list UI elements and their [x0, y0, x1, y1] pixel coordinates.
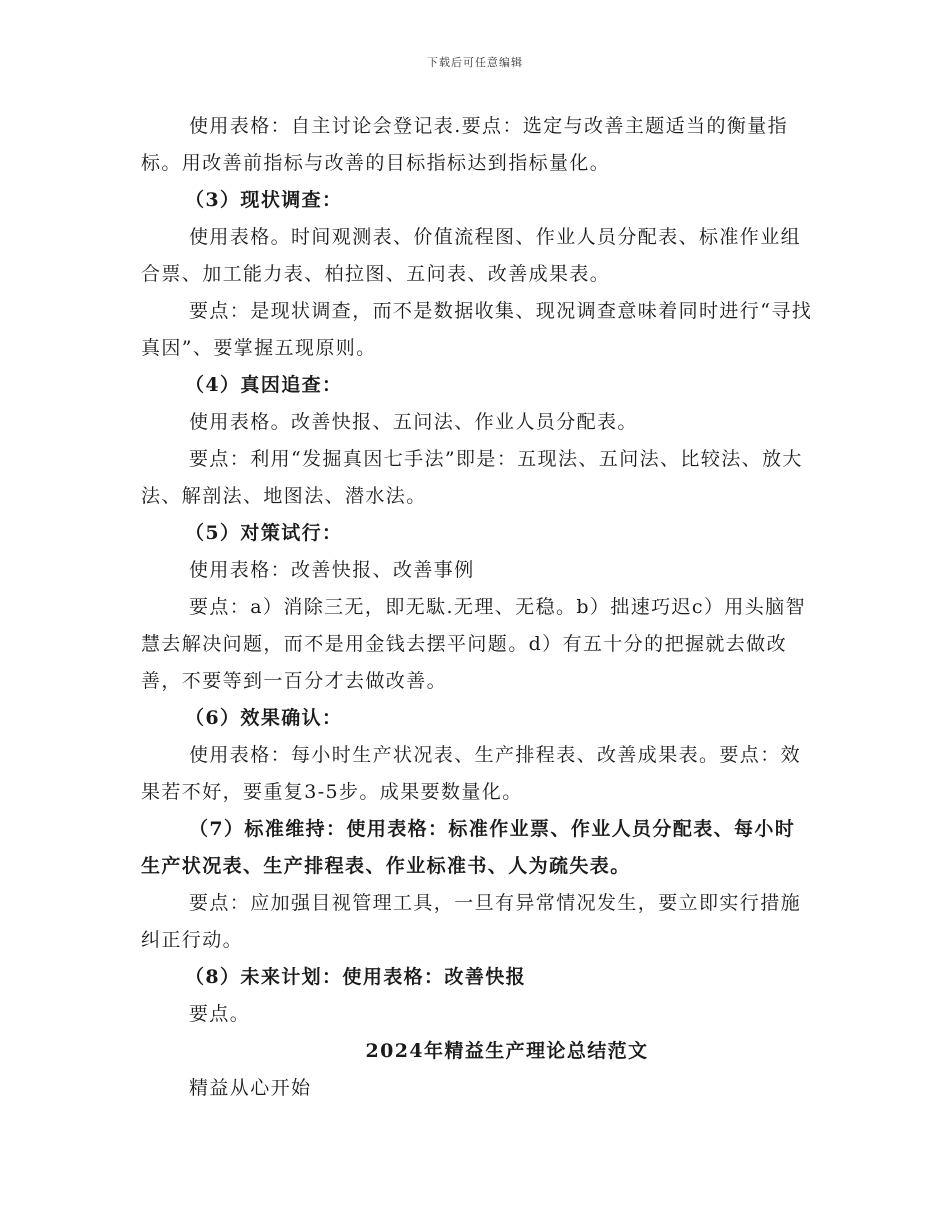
paragraph-countermeasure-keypoints: 要点：a）消除三无，即无駄.无理、无稳。b）拙速巧迟c）用头脑智慧去解决问题，而不是用金钱去摆平问题。d）有五十分的把握就去做改善，不要等到一百分才去做改善。 [141, 596, 806, 692]
paragraph-survey-keypoints: 要点：是现状调查，而不是数据收集、现况调查意味着同时进行“寻找真因”、要掌握五现原则。 [141, 300, 813, 359]
paragraph-maintenance-keypoints: 要点：应加强目视管理工具，一旦有异常情况发生，要立即实行措施纠正行动。 [141, 892, 802, 951]
document-body [141, 108, 813, 1107]
section-heading-root-cause: （4）真因追查： [185, 374, 343, 396]
paragraph-table-usage-discussion: 使用表格：自主讨论会登记表.要点：选定与改善主题适当的衡量指标。用改善前指标与改善的目标指标达到指标量化。 [141, 115, 789, 174]
paragraph-future-keypoints: 要点。 [189, 1003, 251, 1025]
paragraph-root-cause-tables: 使用表格。改善快报、五问法、作业人员分配表。 [189, 411, 638, 433]
section-heading-effect-confirmation: （6）效果确认： [185, 707, 343, 729]
section-heading-countermeasure-trial: （5）对策试行： [185, 522, 343, 544]
paragraph-lean-opening: 精益从心开始 [189, 1077, 312, 1099]
page-header-note: 下载后可任意编辑 [427, 56, 523, 69]
paragraph-countermeasure-tables: 使用表格：改善快报、改善事例 [189, 559, 475, 581]
section-heading-future-plan: （8）未来计划：使用表格：改善快报 [185, 966, 527, 988]
paragraph-effect-tables: 使用表格：每小时生产状况表、生产排程表、改善成果表。要点：效果若不好，要重复3-5步。成果要数量化。 [141, 744, 802, 803]
paragraph-survey-tables: 使用表格。时间观测表、价值流程图、作业人员分配表、标准作业组合票、加工能力表、柏拉图、五问表、改善成果表。 [141, 226, 802, 285]
section-heading-status-survey: （3）现状调查： [185, 189, 343, 211]
section-heading-standard-maintenance: （7）标准维持：使用表格：标准作业票、作业人员分配表、每小时生产状况表、生产排程表、作业标准书、人为疏失表。 [141, 818, 796, 877]
paragraph-root-cause-keypoints: 要点：利用“发掘真因七手法”即是：五现法、五问法、比较法、放大法、解剖法、地图法、潜水法。 [141, 448, 803, 507]
document-title: 2024年精益生产理论总结范文 [365, 1040, 649, 1062]
